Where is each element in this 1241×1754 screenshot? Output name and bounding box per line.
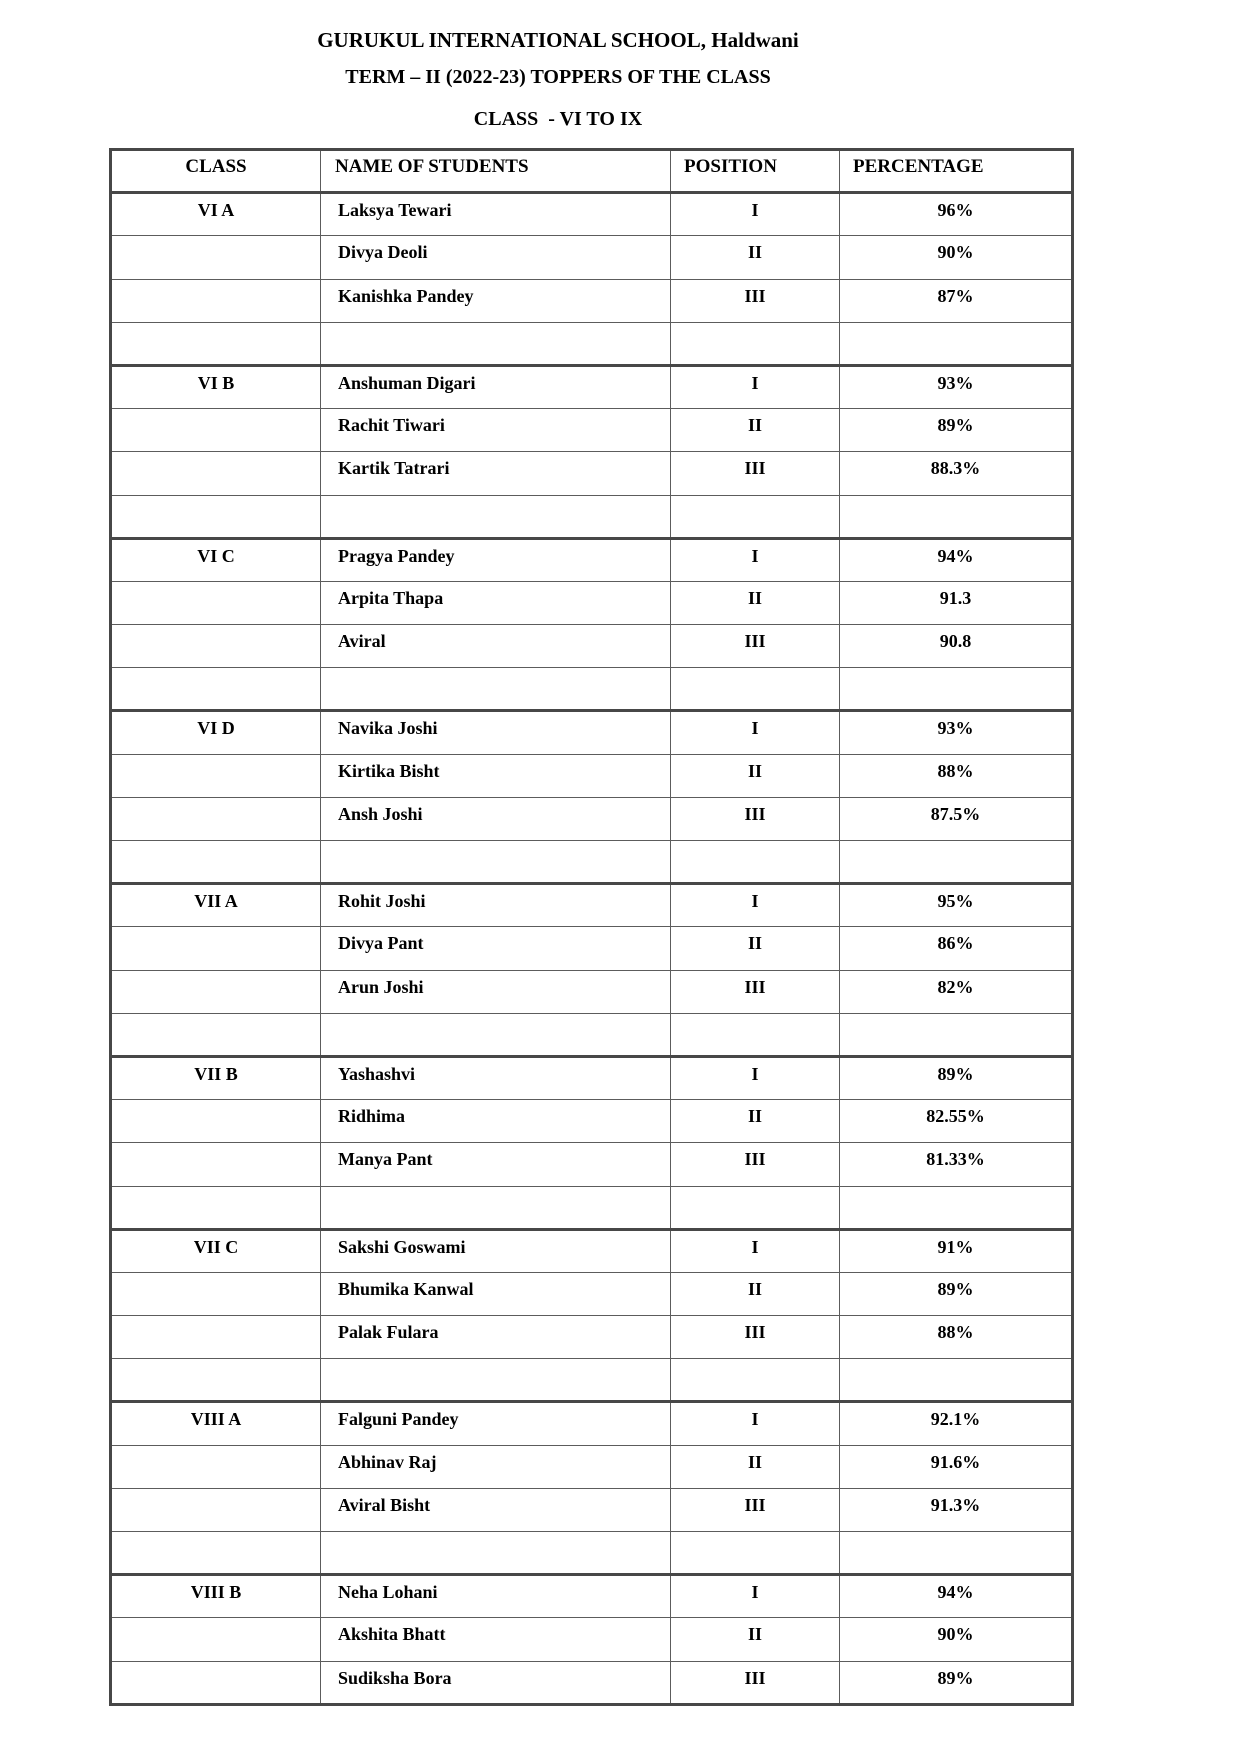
percentage-cell: 89% xyxy=(840,1056,1073,1099)
empty-cell xyxy=(111,1013,321,1056)
table-row xyxy=(111,1100,1073,1143)
student-name-cell: Palak Fulara xyxy=(321,1316,671,1359)
empty-cell xyxy=(111,668,321,711)
empty-cell xyxy=(321,322,671,365)
percentage-cell: 86% xyxy=(840,927,1073,970)
position-cell: I xyxy=(671,1402,840,1445)
class-cell xyxy=(111,1661,321,1704)
school-title: GURUKUL INTERNATIONAL SCHOOL, Haldwani xyxy=(317,28,799,52)
class-cell xyxy=(111,1618,321,1661)
table-row xyxy=(111,538,1073,581)
position-cell: II xyxy=(671,581,840,624)
student-name-cell: Falguni Pandey xyxy=(321,1402,671,1445)
position-cell: II xyxy=(671,409,840,452)
table-row xyxy=(111,970,1073,1013)
position-cell: III xyxy=(671,1316,840,1359)
percentage-cell: 91% xyxy=(840,1229,1073,1272)
percentage-cell: 90% xyxy=(840,1618,1073,1661)
student-name-cell: Akshita Bhatt xyxy=(321,1618,671,1661)
class-cell: VI D xyxy=(111,711,321,754)
student-name-cell: Arun Joshi xyxy=(321,970,671,1013)
percentage-cell: 88% xyxy=(840,1316,1073,1359)
table-row xyxy=(111,1402,1073,1445)
class-cell: VI A xyxy=(111,193,321,236)
class-cell xyxy=(111,581,321,624)
student-name-cell: Anshuman Digari xyxy=(321,365,671,408)
table-row xyxy=(111,193,1073,236)
class-cell: VI B xyxy=(111,365,321,408)
table-row xyxy=(111,1056,1073,1099)
empty-cell xyxy=(321,1359,671,1402)
header-position: POSITION xyxy=(671,150,840,193)
class-cell xyxy=(111,1100,321,1143)
position-cell: III xyxy=(671,1661,840,1704)
percentage-cell: 93% xyxy=(840,711,1073,754)
student-name-cell: Rachit Tiwari xyxy=(321,409,671,452)
position-cell: II xyxy=(671,1272,840,1315)
header-name-of-students: NAME OF STUDENTS xyxy=(321,150,671,193)
spacer-row xyxy=(111,1532,1073,1575)
student-name-cell: Manya Pant xyxy=(321,1143,671,1186)
percentage-cell: 88.3% xyxy=(840,452,1073,495)
spacer-row xyxy=(111,1013,1073,1056)
header-percentage: PERCENTAGE xyxy=(840,150,1073,193)
position-cell: I xyxy=(671,1229,840,1272)
student-name-cell: Kanishka Pandey xyxy=(321,279,671,322)
class-cell xyxy=(111,236,321,279)
table-row xyxy=(111,452,1073,495)
percentage-cell: 94% xyxy=(840,1575,1073,1618)
table-row xyxy=(111,581,1073,624)
percentage-cell: 91.3% xyxy=(840,1488,1073,1531)
table-row xyxy=(111,754,1073,797)
term-title: TERM – II (2022-23) TOPPERS OF THE CLASS xyxy=(345,66,771,88)
empty-cell xyxy=(840,1532,1073,1575)
position-cell: III xyxy=(671,1143,840,1186)
percentage-cell: 96% xyxy=(840,193,1073,236)
student-name-cell: Arpita Thapa xyxy=(321,581,671,624)
class-cell xyxy=(111,754,321,797)
toppers-table xyxy=(109,148,1074,1706)
header-class: CLASS xyxy=(111,150,321,193)
class-cell xyxy=(111,279,321,322)
class-cell xyxy=(111,970,321,1013)
class-cell xyxy=(111,1143,321,1186)
table-row xyxy=(111,884,1073,927)
empty-cell xyxy=(111,1186,321,1229)
student-name-cell: Divya Pant xyxy=(321,927,671,970)
table-row xyxy=(111,365,1073,408)
position-cell: II xyxy=(671,1618,840,1661)
empty-cell xyxy=(321,668,671,711)
table-row xyxy=(111,279,1073,322)
class-cell xyxy=(111,452,321,495)
position-cell: I xyxy=(671,884,840,927)
percentage-cell: 91.3 xyxy=(840,581,1073,624)
position-cell: I xyxy=(671,1056,840,1099)
class-cell xyxy=(111,1272,321,1315)
class-range-title: CLASS - VI TO IX xyxy=(473,108,643,130)
percentage-cell: 88% xyxy=(840,754,1073,797)
percentage-cell: 91.6% xyxy=(840,1445,1073,1488)
student-name-cell: Sakshi Goswami xyxy=(321,1229,671,1272)
table-header-row xyxy=(111,150,1073,193)
empty-cell xyxy=(671,1013,840,1056)
table-row xyxy=(111,1661,1073,1704)
table-row xyxy=(111,1618,1073,1661)
empty-cell xyxy=(111,495,321,538)
student-name-cell: Yashashvi xyxy=(321,1056,671,1099)
student-name-cell: Navika Joshi xyxy=(321,711,671,754)
position-cell: III xyxy=(671,279,840,322)
position-cell: II xyxy=(671,236,840,279)
student-name-cell: Neha Lohani xyxy=(321,1575,671,1618)
student-name-cell: Kirtika Bisht xyxy=(321,754,671,797)
percentage-cell: 87% xyxy=(840,279,1073,322)
student-name-cell: Bhumika Kanwal xyxy=(321,1272,671,1315)
table-row xyxy=(111,797,1073,840)
position-cell: II xyxy=(671,927,840,970)
percentage-cell: 82% xyxy=(840,970,1073,1013)
student-name-cell: Aviral xyxy=(321,625,671,668)
empty-cell xyxy=(671,1532,840,1575)
class-cell: VIII B xyxy=(111,1575,321,1618)
spacer-row xyxy=(111,322,1073,365)
position-cell: I xyxy=(671,1575,840,1618)
student-name-cell: Pragya Pandey xyxy=(321,538,671,581)
class-cell xyxy=(111,927,321,970)
student-name-cell: Aviral Bisht xyxy=(321,1488,671,1531)
spacer-row xyxy=(111,841,1073,884)
empty-cell xyxy=(321,1013,671,1056)
student-name-cell: Ansh Joshi xyxy=(321,797,671,840)
spacer-row xyxy=(111,495,1073,538)
spacer-row xyxy=(111,1359,1073,1402)
empty-cell xyxy=(671,668,840,711)
student-name-cell: Ridhima xyxy=(321,1100,671,1143)
table-row xyxy=(111,625,1073,668)
table-row xyxy=(111,1488,1073,1531)
student-name-cell: Laksya Tewari xyxy=(321,193,671,236)
table-row xyxy=(111,236,1073,279)
empty-cell xyxy=(321,841,671,884)
percentage-cell: 94% xyxy=(840,538,1073,581)
spacer-row xyxy=(111,668,1073,711)
empty-cell xyxy=(111,1532,321,1575)
empty-cell xyxy=(840,322,1073,365)
position-cell: III xyxy=(671,797,840,840)
class-cell: VII C xyxy=(111,1229,321,1272)
student-name-cell: Sudiksha Bora xyxy=(321,1661,671,1704)
empty-cell xyxy=(671,1359,840,1402)
class-cell: VII B xyxy=(111,1056,321,1099)
percentage-cell: 89% xyxy=(840,1661,1073,1704)
empty-cell xyxy=(321,495,671,538)
empty-cell xyxy=(840,668,1073,711)
position-cell: II xyxy=(671,1100,840,1143)
empty-cell xyxy=(671,841,840,884)
table-row xyxy=(111,1445,1073,1488)
table-row xyxy=(111,1316,1073,1359)
table-row xyxy=(111,711,1073,754)
table-row xyxy=(111,409,1073,452)
empty-cell xyxy=(111,322,321,365)
position-cell: III xyxy=(671,1488,840,1531)
table-row xyxy=(111,1143,1073,1186)
percentage-cell: 90% xyxy=(840,236,1073,279)
empty-cell xyxy=(671,322,840,365)
empty-cell xyxy=(840,1359,1073,1402)
percentage-cell: 89% xyxy=(840,1272,1073,1315)
position-cell: I xyxy=(671,711,840,754)
percentage-cell: 81.33% xyxy=(840,1143,1073,1186)
percentage-cell: 93% xyxy=(840,365,1073,408)
empty-cell xyxy=(321,1532,671,1575)
position-cell: I xyxy=(671,193,840,236)
empty-cell xyxy=(111,1359,321,1402)
table-row xyxy=(111,1575,1073,1618)
class-cell xyxy=(111,409,321,452)
document-header xyxy=(96,28,1020,131)
table-row xyxy=(111,1229,1073,1272)
student-name-cell: Abhinav Raj xyxy=(321,1445,671,1488)
class-cell xyxy=(111,797,321,840)
class-cell: VI C xyxy=(111,538,321,581)
position-cell: I xyxy=(671,365,840,408)
percentage-cell: 82.55% xyxy=(840,1100,1073,1143)
class-cell xyxy=(111,1445,321,1488)
percentage-cell: 90.8 xyxy=(840,625,1073,668)
percentage-cell: 95% xyxy=(840,884,1073,927)
spacer-row xyxy=(111,1186,1073,1229)
position-cell: II xyxy=(671,1445,840,1488)
empty-cell xyxy=(671,1186,840,1229)
class-cell xyxy=(111,1488,321,1531)
position-cell: I xyxy=(671,538,840,581)
class-cell xyxy=(111,1316,321,1359)
position-cell: II xyxy=(671,754,840,797)
position-cell: III xyxy=(671,970,840,1013)
empty-cell xyxy=(840,841,1073,884)
percentage-cell: 92.1% xyxy=(840,1402,1073,1445)
class-cell xyxy=(111,625,321,668)
empty-cell xyxy=(840,1013,1073,1056)
empty-cell xyxy=(840,1186,1073,1229)
position-cell: III xyxy=(671,625,840,668)
percentage-cell: 87.5% xyxy=(840,797,1073,840)
empty-cell xyxy=(671,495,840,538)
class-cell: VIII A xyxy=(111,1402,321,1445)
class-cell: VII A xyxy=(111,884,321,927)
student-name-cell: Divya Deoli xyxy=(321,236,671,279)
table-body xyxy=(111,193,1073,1705)
empty-cell xyxy=(321,1186,671,1229)
table-row xyxy=(111,1272,1073,1315)
percentage-cell: 89% xyxy=(840,409,1073,452)
empty-cell xyxy=(840,495,1073,538)
table-row xyxy=(111,927,1073,970)
empty-cell xyxy=(111,841,321,884)
student-name-cell: Rohit Joshi xyxy=(321,884,671,927)
position-cell: III xyxy=(671,452,840,495)
student-name-cell: Kartik Tatrari xyxy=(321,452,671,495)
